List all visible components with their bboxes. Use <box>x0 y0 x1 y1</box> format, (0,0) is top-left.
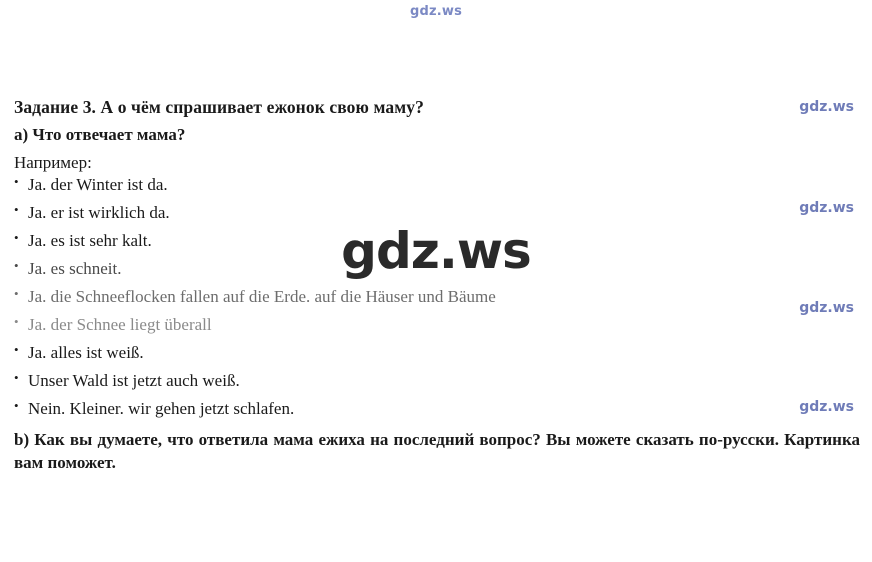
list-item: • Ja. der Schnee liegt überall <box>14 316 870 333</box>
sub-question-a: a) Что отвечает мама? <box>14 125 186 145</box>
watermark-right-1: gdz.ws <box>799 99 854 115</box>
watermark-center: gdz.ws <box>341 222 531 280</box>
list-item: • Ja. es schneit. <box>14 260 870 277</box>
list-item: • Ja. der Winter ist da. <box>14 176 870 193</box>
exercise-content <box>14 96 870 475</box>
task-title: Задание 3. А о чём спрашивает ежонок свою маму? <box>14 97 424 117</box>
watermark-right-3: gdz.ws <box>799 300 854 316</box>
sub-question-b: b) Как вы думаете, что ответила мама ежиха на последний вопрос? Вы можете сказать по-русски. Картинка вам поможет. <box>14 430 860 473</box>
list-item: • Ja. es ist sehr kalt. <box>14 232 870 249</box>
list-item: • Nein. Kleiner. wir gehen jetzt schlafen. <box>14 400 870 417</box>
watermark-right-4: gdz.ws <box>799 399 854 415</box>
list-item: • Ja. er ist wirklich da. <box>14 204 870 221</box>
example-label: Например: <box>14 153 92 173</box>
list-item: • Unser Wald ist jetzt auch weiß. <box>14 372 870 389</box>
answer-list <box>14 176 870 417</box>
list-item: • Ja. alles ist weiß. <box>14 344 870 361</box>
watermark-top: gdz.ws <box>409 4 463 19</box>
list-item: • Ja. die Schneeflocken fallen auf die Erde. auf die Häuser und Bäume <box>14 288 870 305</box>
watermark-right-2: gdz.ws <box>799 200 854 216</box>
